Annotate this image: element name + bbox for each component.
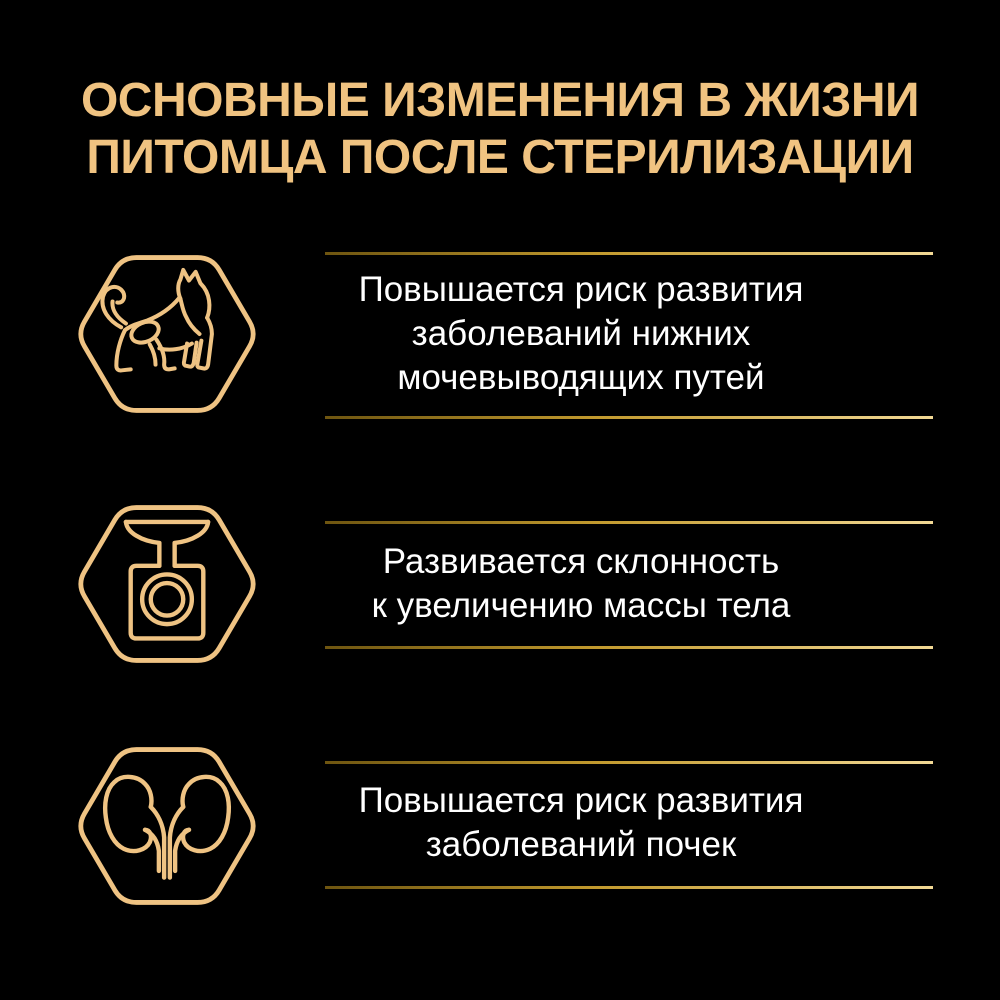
item-text bbox=[325, 268, 837, 400]
kidneys-icon bbox=[69, 740, 265, 912]
hexagon-badge bbox=[69, 740, 265, 912]
title-line-1: ОСНОВНЫЕ ИЗМЕНЕНИЯ В ЖИЗНИ bbox=[80, 74, 920, 127]
hexagon-badge bbox=[69, 248, 265, 420]
item-text-line: к увеличению массы тела bbox=[371, 586, 791, 625]
item-text bbox=[325, 540, 837, 628]
divider-line-top bbox=[325, 521, 933, 524]
divider-line-top bbox=[325, 761, 933, 764]
item-text-line: Повышается риск развития bbox=[358, 781, 804, 820]
divider-line-bottom bbox=[325, 886, 933, 889]
divider-line-bottom bbox=[325, 416, 933, 419]
item-text-line: Повышается риск развития bbox=[358, 270, 804, 309]
page-title bbox=[0, 72, 1000, 186]
title-line-2: ПИТОМЦА ПОСЛЕ СТЕРИЛИЗАЦИИ bbox=[86, 131, 914, 184]
divider-line-bottom bbox=[325, 646, 933, 649]
cat-icon bbox=[69, 248, 265, 420]
item-text-line: заболеваний почек bbox=[425, 825, 737, 864]
item-text-line: заболеваний нижних bbox=[411, 314, 751, 353]
weight-scale-icon bbox=[69, 498, 265, 670]
hexagon-badge bbox=[69, 498, 265, 670]
divider-line-top bbox=[325, 252, 933, 255]
item-text-line: Развивается склонность bbox=[382, 542, 780, 581]
item-text-line: мочевыводящих путей bbox=[397, 358, 765, 397]
item-text bbox=[325, 779, 837, 867]
